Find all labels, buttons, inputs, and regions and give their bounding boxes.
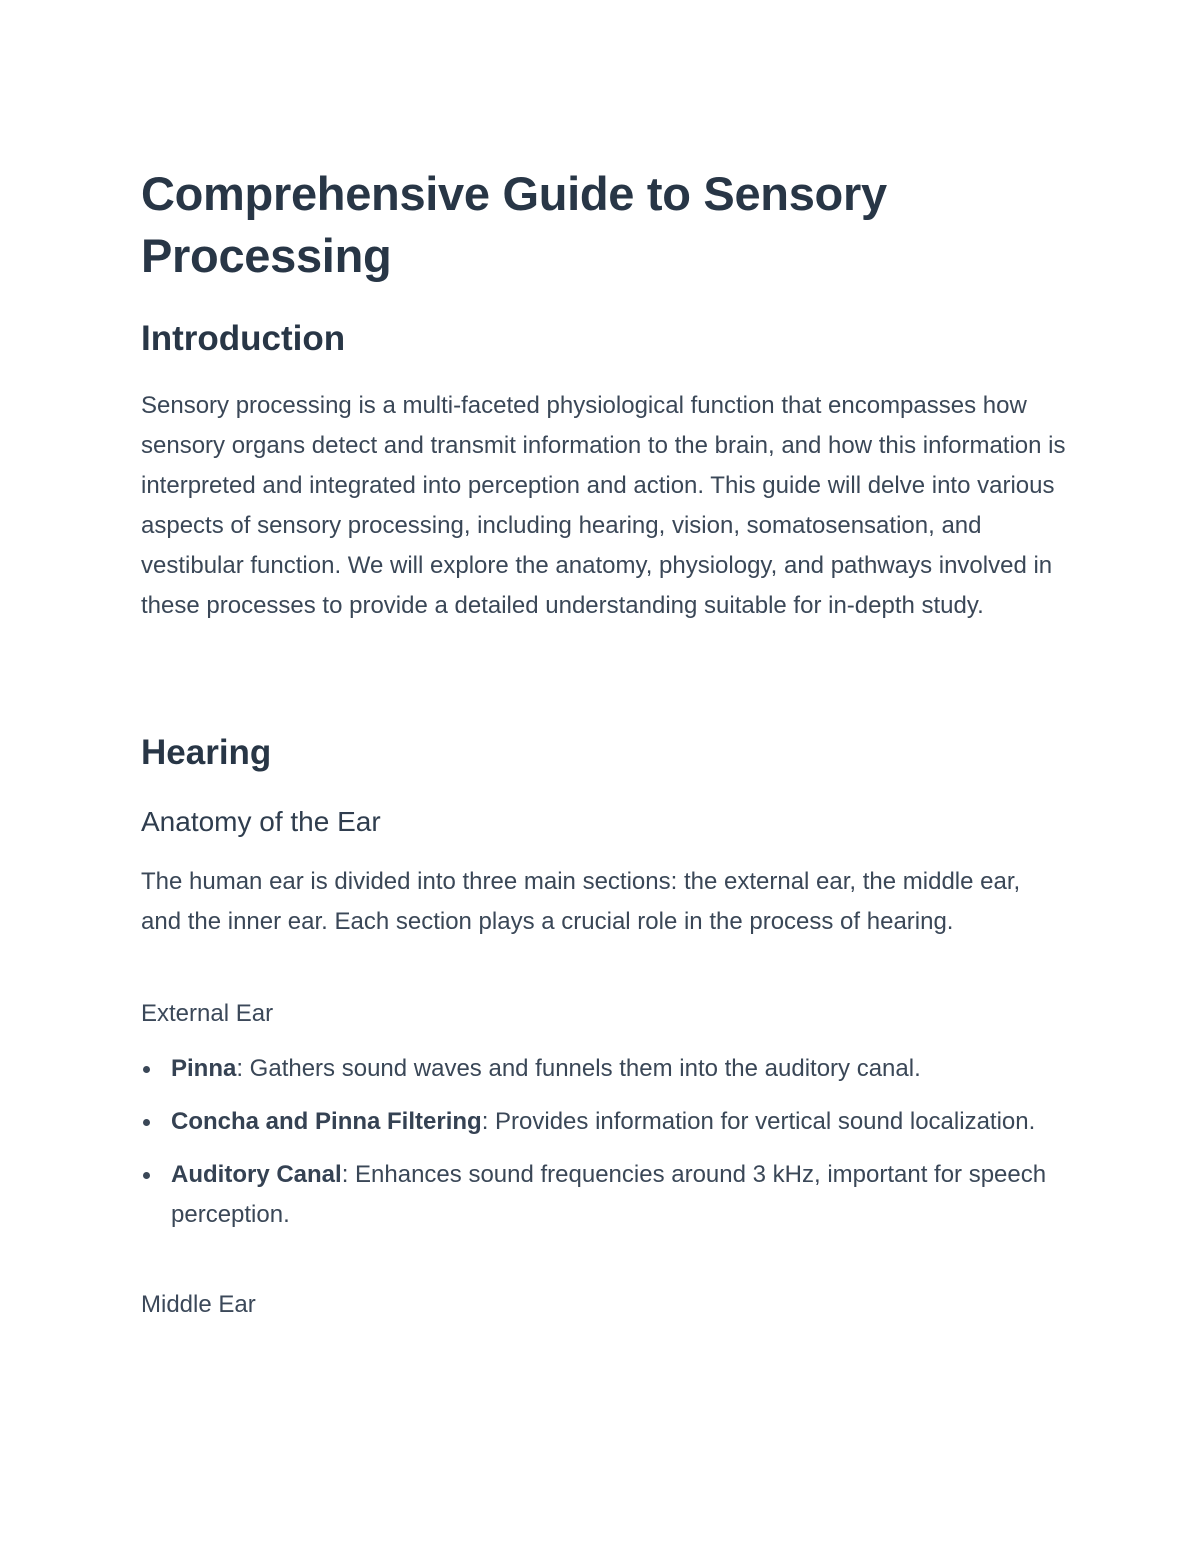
list-item-term: Auditory Canal bbox=[171, 1161, 342, 1188]
list-item-term: Concha and Pinna Filtering bbox=[171, 1108, 482, 1135]
list-item bbox=[141, 1155, 1066, 1235]
page-title: Comprehensive Guide to Sensory Processing bbox=[141, 167, 887, 282]
list-item-term: Pinna bbox=[171, 1055, 237, 1082]
subsection-heading-anatomy-of-the-ear: Anatomy of the Ear bbox=[141, 806, 381, 837]
bullet-icon bbox=[143, 1119, 150, 1126]
list-item bbox=[141, 1102, 1066, 1142]
section-heading-introduction: Introduction bbox=[141, 319, 346, 358]
subheading-external-ear: External Ear bbox=[141, 1000, 274, 1027]
introduction-paragraph: Sensory processing is a multi-faceted physiological function that encompasses how sensory organs detect and transmit information to the brain, and how this information is interpreted and integrated into perception and action. This guide will delve into various aspects of sensory processing, including hearing, vision, somatosensation, and vestibular function. We will explore the anatomy, physiology, and pathways involved in these processes to provide a detailed understanding suitable for in-depth study. bbox=[141, 392, 1066, 619]
external-ear-list bbox=[141, 1049, 1066, 1248]
list-item bbox=[141, 1049, 1066, 1089]
list-item-text: : Gathers sound waves and funnels them into the auditory canal. bbox=[236, 1055, 921, 1082]
list-item-text: : Enhances sound frequencies around 3 kHz, important for speech perception. bbox=[171, 1161, 1047, 1228]
section-heading-hearing: Hearing bbox=[141, 733, 272, 772]
bullet-icon bbox=[143, 1066, 150, 1073]
anatomy-paragraph: The human ear is divided into three main sections: the external ear, the middle ear, and the inner ear. Each section plays a crucial role in the process of hearing. bbox=[141, 868, 1021, 935]
subheading-middle-ear: Middle Ear bbox=[141, 1291, 256, 1318]
list-item-text: : Provides information for vertical sound localization. bbox=[481, 1108, 1036, 1135]
bullet-icon bbox=[143, 1172, 150, 1179]
